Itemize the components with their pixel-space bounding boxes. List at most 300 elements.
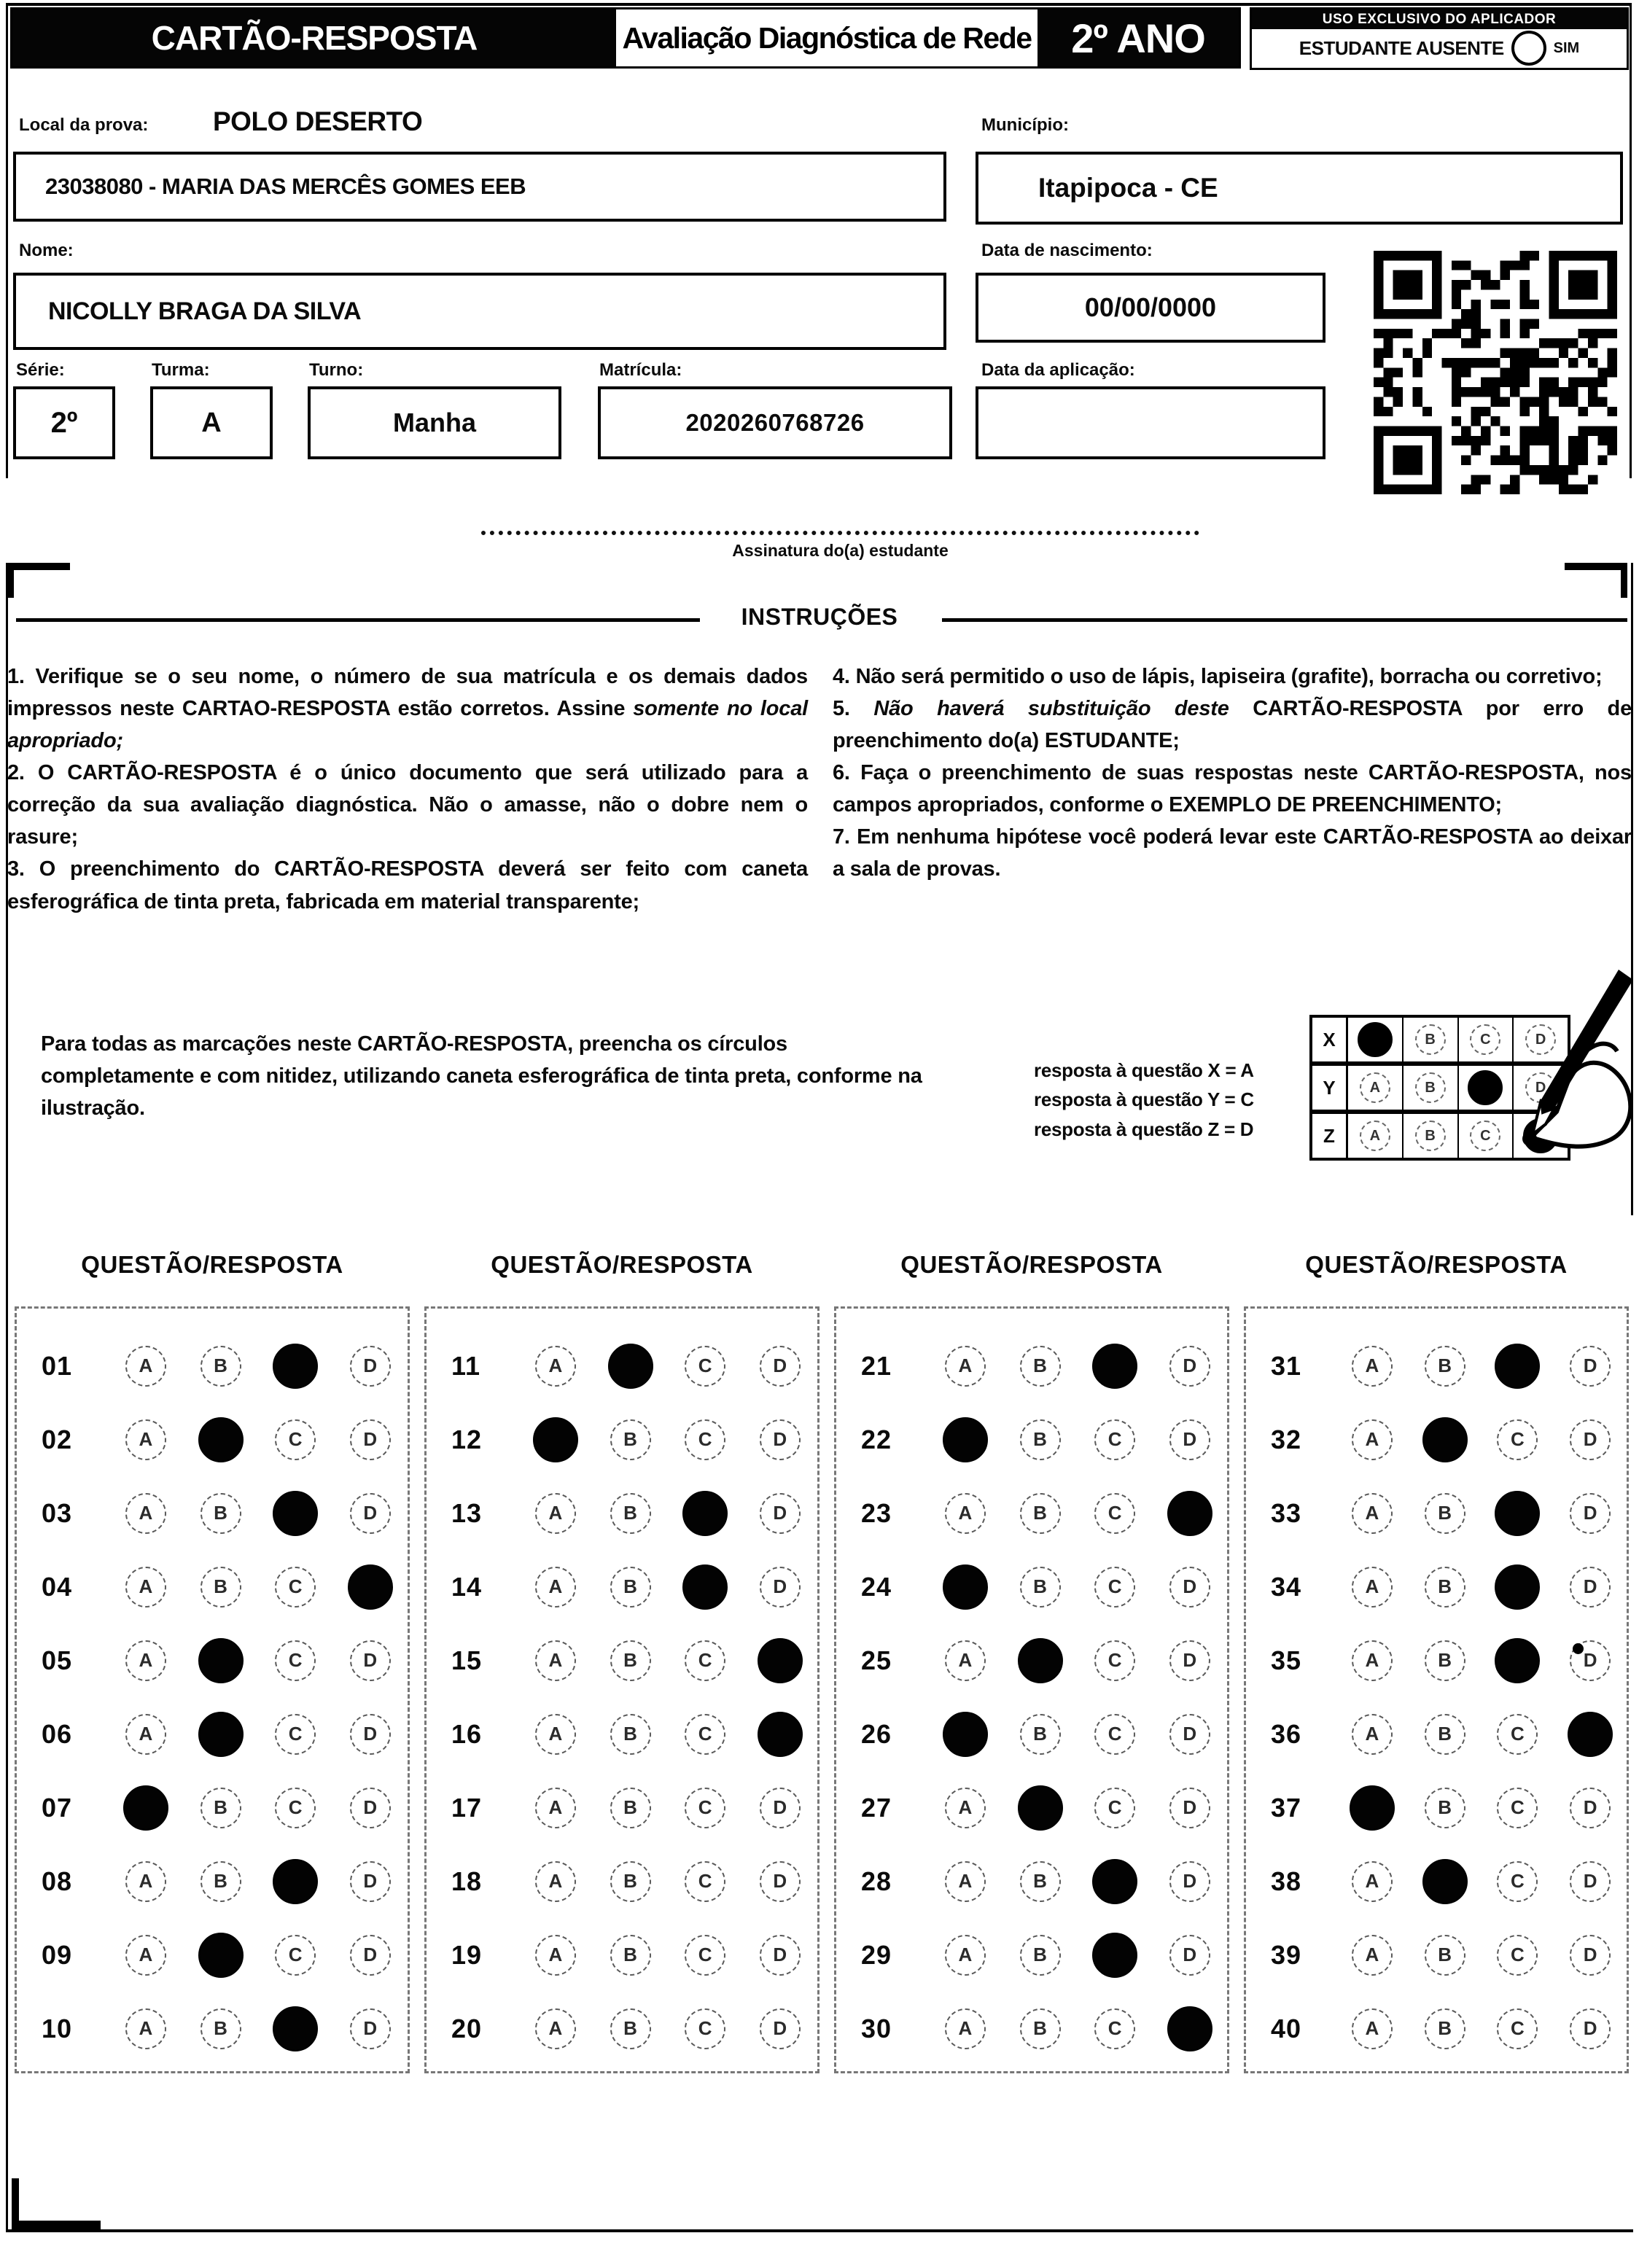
bubble-05-D[interactable]: D [350, 1640, 391, 1681]
bubble-cell [1003, 1861, 1078, 1902]
bubble-cell [928, 1788, 1003, 1828]
bubble-18-D[interactable]: D [760, 1861, 801, 1902]
bubble-cell [1409, 1417, 1482, 1462]
bubble-cell [258, 1419, 333, 1460]
bubble-cell [1003, 1714, 1078, 1755]
bubble-33-B[interactable]: B [1425, 1493, 1465, 1534]
bubble-11-A[interactable]: A [535, 1346, 576, 1387]
bubble-27-A[interactable]: A [945, 1788, 986, 1828]
bubble-30-A[interactable]: A [945, 2008, 986, 2049]
bubble-cell [1554, 1935, 1627, 1976]
bubble-33-A[interactable]: A [1352, 1493, 1393, 1534]
bubble-39-C[interactable]: C [1497, 1935, 1538, 1976]
bubble-06-A[interactable]: A [125, 1714, 166, 1755]
bubble-23-A[interactable]: A [945, 1493, 986, 1534]
bubble-cell [1152, 1714, 1227, 1755]
bubble-37-D[interactable]: D [1570, 1788, 1611, 1828]
bubble-cell [1482, 1861, 1554, 1902]
question-number: 28 [861, 1866, 892, 1896]
bubble-cell [742, 1419, 817, 1460]
bubble-07-B[interactable]: B [201, 1788, 241, 1828]
answer-row-26 [836, 1697, 1227, 1771]
question-number: 26 [861, 1718, 892, 1749]
local-label: Local da prova: [19, 115, 149, 135]
bubble-39-D[interactable]: D [1570, 1935, 1611, 1976]
bubble-01-A[interactable]: A [125, 1346, 166, 1387]
bubble-12-D[interactable]: D [760, 1419, 801, 1460]
bubble-32-D[interactable]: D [1570, 1419, 1611, 1460]
bubble-cell [1152, 1861, 1227, 1902]
bubble-07-D[interactable]: D [350, 1788, 391, 1828]
bubble-cell [1078, 1567, 1153, 1608]
bubble-38-D[interactable]: D [1570, 1861, 1611, 1902]
bubble-cell [928, 1493, 1003, 1534]
bubble-15-B[interactable]: B [610, 1640, 651, 1681]
bubble-cell [183, 1638, 258, 1683]
bubble-21-A[interactable]: A [945, 1346, 986, 1387]
bubble-16-A[interactable]: A [535, 1714, 576, 1755]
instructions-left-column [7, 660, 808, 918]
bubble-28-A[interactable]: A [945, 1861, 986, 1902]
bubble-13-A[interactable]: A [535, 1493, 576, 1534]
answer-row-18 [427, 1844, 817, 1918]
question-number: 09 [42, 1939, 73, 1970]
bubble-34-B[interactable]: B [1425, 1567, 1465, 1608]
example-cell [1404, 1018, 1459, 1061]
bubble-08-D[interactable]: D [350, 1861, 391, 1902]
bubble-09-C[interactable]: C [275, 1935, 316, 1976]
stray-mark [1573, 1643, 1584, 1654]
bubble-10-D[interactable]: D [350, 2008, 391, 2049]
bubble-cell [518, 1861, 593, 1902]
bubble-cell [1336, 1640, 1409, 1681]
bubble-cell [668, 1714, 743, 1755]
bubble-cell [109, 1493, 184, 1534]
bubble-cell [1078, 1419, 1153, 1460]
bubble-20-C[interactable]: C [685, 2008, 725, 2049]
bubble-cell [1482, 1935, 1554, 1976]
question-number: 30 [861, 2013, 892, 2043]
nome-label: Nome: [19, 241, 74, 260]
bubble-31-C[interactable] [1495, 1344, 1540, 1389]
bubble-08-C[interactable] [273, 1859, 318, 1904]
bubble-cell [742, 1346, 817, 1387]
bubble-cell [109, 1567, 184, 1608]
bubble-cell [1003, 1346, 1078, 1387]
bubble-03-A[interactable]: A [125, 1493, 166, 1534]
bubble-36-A[interactable]: A [1352, 1714, 1393, 1755]
bubble-cell [109, 1346, 184, 1387]
matricula-label: Matrícula: [599, 360, 682, 380]
question-number: 24 [861, 1571, 892, 1602]
bubble-cell [258, 1714, 333, 1755]
nascimento-field [976, 273, 1325, 343]
matricula-value: 2020260768726 [685, 409, 865, 436]
answer-row-03 [17, 1476, 408, 1550]
nome-field [13, 273, 946, 350]
bubble-23-C[interactable]: C [1094, 1493, 1135, 1534]
answers-header-3: QUESTÃO/RESPOSTA [900, 1251, 1163, 1278]
bubble-27-C[interactable]: C [1094, 1788, 1135, 1828]
bubble-15-D[interactable] [758, 1638, 803, 1683]
answer-row-14 [427, 1550, 817, 1624]
question-number: 21 [861, 1350, 892, 1381]
school-value: 23038080 - MARIA DAS MERCÊS GOMES EEB [45, 174, 526, 199]
bubble-cell [1409, 1788, 1482, 1828]
bubble-cell [928, 1712, 1003, 1757]
municipio-field [976, 152, 1623, 225]
bubble-18-C[interactable]: C [685, 1861, 725, 1902]
bubble-22-B[interactable]: B [1020, 1419, 1061, 1460]
bubble-33-C[interactable] [1495, 1491, 1540, 1536]
bubble-08-A[interactable]: A [125, 1861, 166, 1902]
bubble-30-D[interactable] [1167, 2006, 1212, 2051]
bubble-27-D[interactable]: D [1169, 1788, 1210, 1828]
bubble-04-A[interactable]: A [125, 1567, 166, 1608]
bubble-17-C[interactable]: C [685, 1788, 725, 1828]
student-absent-label: ESTUDANTE AUSENTE [1299, 36, 1504, 59]
bubble-cell [332, 1714, 408, 1755]
bubble-20-B[interactable]: B [610, 2008, 651, 2049]
bubble-23-D[interactable] [1167, 1491, 1212, 1536]
bubble-14-D[interactable]: D [760, 1567, 801, 1608]
bubble-26-A[interactable] [943, 1712, 988, 1757]
bubble-38-B[interactable] [1422, 1859, 1468, 1904]
bubble-cell [332, 1419, 408, 1460]
bubble-09-D[interactable]: D [350, 1935, 391, 1976]
bubble-33-D[interactable]: D [1570, 1493, 1611, 1534]
bubble-24-B[interactable]: B [1020, 1567, 1061, 1608]
bubble-29-B[interactable]: B [1020, 1935, 1061, 1976]
bubble-26-C[interactable]: C [1094, 1714, 1135, 1755]
instructions-right-column [833, 660, 1632, 886]
pen-hand-illustration [1487, 970, 1633, 1181]
bubble-27-B[interactable] [1018, 1785, 1063, 1831]
bubble-35-B[interactable]: B [1425, 1640, 1465, 1681]
bubble-16-D[interactable] [758, 1712, 803, 1757]
bubble-37-A[interactable] [1350, 1785, 1395, 1831]
answer-row-20 [427, 1992, 817, 2065]
question-number: 29 [861, 1939, 892, 1970]
bubble-40-D[interactable]: D [1570, 2008, 1611, 2049]
instruction-item: 5. Não haverá substituição deste CARTÃO-RESPOSTA por erro de preenchimento do(a) ESTUDANTE; [833, 697, 1632, 753]
applicator-box-title: USO EXCLUSIVO DO APLICADOR [1252, 9, 1627, 29]
bubble-31-B[interactable]: B [1425, 1346, 1465, 1387]
serie-label: Série: [16, 360, 65, 380]
bubble-10-C[interactable] [273, 2006, 318, 2051]
bubble-24-C[interactable]: C [1094, 1567, 1135, 1608]
sheet-subtitle-block [616, 9, 1037, 66]
answer-row-13 [427, 1476, 817, 1550]
bubble-31-A[interactable]: A [1352, 1346, 1393, 1387]
question-number: 13 [451, 1497, 483, 1528]
bubble-22-A[interactable] [943, 1417, 988, 1462]
bubble-cell [1078, 1344, 1153, 1389]
bubble-02-A[interactable]: A [125, 1419, 166, 1460]
bubble-cell [1336, 1785, 1409, 1831]
bubble-20-A[interactable]: A [535, 2008, 576, 2049]
bubble-24-D[interactable]: D [1169, 1567, 1210, 1608]
bubble-11-C[interactable]: C [685, 1346, 725, 1387]
answer-row-29 [836, 1918, 1227, 1992]
bubble-cell [593, 1788, 668, 1828]
bubble-36-D[interactable] [1568, 1712, 1613, 1757]
bubble-35-C[interactable] [1495, 1638, 1540, 1683]
bubble-16-C[interactable]: C [685, 1714, 725, 1755]
bubble-cell [742, 1638, 817, 1683]
example-legend-line: resposta à questão Y = C [1034, 1088, 1254, 1111]
bubble-10-A[interactable]: A [125, 2008, 166, 2049]
answer-row-04 [17, 1550, 408, 1624]
bubble-14-B[interactable]: B [610, 1567, 651, 1608]
bubble-cell [1554, 1493, 1627, 1534]
bubble-23-B[interactable]: B [1020, 1493, 1061, 1534]
answer-row-11 [427, 1329, 817, 1403]
nascimento-label: Data de nascimento: [981, 241, 1153, 260]
bubble-09-A[interactable]: A [125, 1935, 166, 1976]
bubble-19-C[interactable]: C [685, 1935, 725, 1976]
aplicacao-field [976, 386, 1325, 459]
bubble-21-B[interactable]: B [1020, 1346, 1061, 1387]
bubble-01-B[interactable]: B [201, 1346, 241, 1387]
bubble-19-A[interactable]: A [535, 1935, 576, 1976]
bubble-34-A[interactable]: A [1352, 1567, 1393, 1608]
bubble-10-B[interactable]: B [201, 2008, 241, 2049]
bubble-cell [332, 1640, 408, 1681]
bubble-02-B[interactable] [198, 1417, 244, 1462]
bubble-28-C[interactable] [1092, 1859, 1137, 1904]
bubble-25-C[interactable]: C [1094, 1640, 1135, 1681]
bubble-cell [593, 1419, 668, 1460]
answer-row-23 [836, 1476, 1227, 1550]
applicator-box [1250, 7, 1629, 70]
turno-value: Manha [392, 408, 476, 437]
answers-header-1: QUESTÃO/RESPOSTA [81, 1251, 343, 1278]
answers-column-4 [1244, 1306, 1629, 2073]
turma-field [150, 386, 273, 459]
bubble-29-D[interactable]: D [1169, 1935, 1210, 1976]
answer-row-08 [17, 1844, 408, 1918]
bubble-29-A[interactable]: A [945, 1935, 986, 1976]
bubble-32-B[interactable] [1422, 1417, 1468, 1462]
bubble-15-C[interactable]: C [685, 1640, 725, 1681]
bubble-02-D[interactable]: D [350, 1419, 391, 1460]
bubble-19-B[interactable]: B [610, 1935, 651, 1976]
bubble-26-D[interactable]: D [1169, 1714, 1210, 1755]
sheet-subtitle: Avaliação Diagnóstica de Rede [622, 20, 1032, 55]
nascimento-value: 00/00/0000 [1084, 292, 1217, 322]
bubble-cell [332, 1788, 408, 1828]
question-number: 32 [1271, 1424, 1302, 1454]
bubble-cell [332, 1493, 408, 1534]
answers-header-4: QUESTÃO/RESPOSTA [1305, 1251, 1568, 1278]
bubble-17-D[interactable]: D [760, 1788, 801, 1828]
bubble-03-B[interactable]: B [201, 1493, 241, 1534]
bubble-cell [1078, 1859, 1153, 1904]
bubble-07-C[interactable]: C [275, 1788, 316, 1828]
bubble-22-D[interactable]: D [1169, 1419, 1210, 1460]
bubble-cell [593, 1493, 668, 1534]
bubble-21-D[interactable]: D [1169, 1346, 1210, 1387]
bubble-06-C[interactable]: C [275, 1714, 316, 1755]
answer-row-39 [1246, 1918, 1627, 1992]
bubble-03-D[interactable]: D [350, 1493, 391, 1534]
sheet-title-block [12, 9, 616, 66]
question-number: 17 [451, 1792, 483, 1823]
bubble-01-D[interactable]: D [350, 1346, 391, 1387]
aplicacao-label: Data da aplicação: [981, 360, 1135, 380]
bubble-22-C[interactable]: C [1094, 1419, 1135, 1460]
bubble-35-D[interactable]: D [1570, 1640, 1611, 1681]
answer-row-07 [17, 1771, 408, 1844]
bubble-20-D[interactable]: D [760, 2008, 801, 2049]
bubble-31-D[interactable]: D [1570, 1346, 1611, 1387]
bubble-cell [1409, 1567, 1482, 1608]
bubble-cell [1003, 1638, 1078, 1683]
bubble-04-D[interactable] [348, 1564, 393, 1610]
bubble-36-C[interactable]: C [1497, 1714, 1538, 1755]
bubble-40-B[interactable]: B [1425, 2008, 1465, 2049]
bubble-12-B[interactable]: B [610, 1419, 651, 1460]
bubble-36-B[interactable]: B [1425, 1714, 1465, 1755]
bubble-13-B[interactable]: B [610, 1493, 651, 1534]
bubble-11-B[interactable] [608, 1344, 653, 1389]
bubble-35-A[interactable]: A [1352, 1640, 1393, 1681]
bubble-34-D[interactable]: D [1570, 1567, 1611, 1608]
bubble-cell [593, 1861, 668, 1902]
signature-line[interactable] [481, 531, 1199, 535]
bubble-34-C[interactable] [1495, 1564, 1540, 1610]
bubble-38-C[interactable]: C [1497, 1861, 1538, 1902]
example-cell [1348, 1018, 1404, 1061]
bubble-14-C[interactable] [682, 1564, 728, 1610]
instruction-item: 7. Em nenhuma hipótese você poderá levar este CARTÃO-RESPOSTA ao deixar a sala de provas. [833, 825, 1632, 881]
bubble-cell [742, 1935, 817, 1976]
bubble-18-A[interactable]: A [535, 1861, 576, 1902]
answer-row-06 [17, 1697, 408, 1771]
example-bubble-Y-B: B [1415, 1072, 1446, 1103]
bubble-15-A[interactable]: A [535, 1640, 576, 1681]
instruction-item: 1. Verifique se o seu nome, o número de sua matrícula e os demais dados impressos neste CARTAO-RESPOSTA estão corretos. Assine somente no local apropriado; [7, 665, 808, 753]
corner-mark-top-left-v [7, 563, 14, 598]
bubble-01-C[interactable] [273, 1344, 318, 1389]
bubble-05-B[interactable] [198, 1638, 244, 1683]
bubble-cell [258, 1788, 333, 1828]
bubble-16-B[interactable]: B [610, 1714, 651, 1755]
bubble-04-C[interactable]: C [275, 1567, 316, 1608]
bubble-37-B[interactable]: B [1425, 1788, 1465, 1828]
bubble-cell [518, 1935, 593, 1976]
bubble-cell [593, 1640, 668, 1681]
answers-header-2: QUESTÃO/RESPOSTA [491, 1251, 753, 1278]
bubble-cell [183, 1417, 258, 1462]
bubble-11-D[interactable]: D [760, 1346, 801, 1387]
question-number: 33 [1271, 1497, 1302, 1528]
bubble-06-D[interactable]: D [350, 1714, 391, 1755]
bubble-29-C[interactable] [1092, 1933, 1137, 1978]
bubble-12-C[interactable]: C [685, 1419, 725, 1460]
bubble-cell [1003, 1567, 1078, 1608]
bubble-30-B[interactable]: B [1020, 2008, 1061, 2049]
bubble-13-C[interactable] [682, 1491, 728, 1536]
bubble-cell [332, 2008, 408, 2049]
bubble-19-D[interactable]: D [760, 1935, 801, 1976]
bubble-cell [1078, 1933, 1153, 1978]
answer-row-01 [17, 1329, 408, 1403]
bubble-cell [1152, 1640, 1227, 1681]
bubble-17-A[interactable]: A [535, 1788, 576, 1828]
bubble-39-B[interactable]: B [1425, 1935, 1465, 1976]
bubble-32-C[interactable]: C [1497, 1419, 1538, 1460]
bubble-cell [1152, 1935, 1227, 1976]
bubble-13-D[interactable]: D [760, 1493, 801, 1534]
municipio-label: Município: [981, 115, 1069, 135]
bubble-24-A[interactable] [943, 1564, 988, 1610]
bubble-cell [1336, 1419, 1409, 1460]
bubble-cell [1554, 2008, 1627, 2049]
bubble-30-C[interactable]: C [1094, 2008, 1135, 2049]
bubble-04-B[interactable]: B [201, 1567, 241, 1608]
bubble-cell [109, 1714, 184, 1755]
bubble-cell [593, 1344, 668, 1389]
bubble-40-A[interactable]: A [1352, 2008, 1393, 2049]
bubble-28-D[interactable]: D [1169, 1861, 1210, 1902]
bubble-03-C[interactable] [273, 1491, 318, 1536]
bubble-25-A[interactable]: A [945, 1640, 986, 1681]
bubble-05-A[interactable]: A [125, 1640, 166, 1681]
bubble-21-C[interactable] [1092, 1344, 1137, 1389]
bubble-07-A[interactable] [123, 1785, 168, 1831]
bubble-06-B[interactable] [198, 1712, 244, 1757]
question-number: 08 [42, 1866, 73, 1896]
bubble-28-B[interactable]: B [1020, 1861, 1061, 1902]
bubble-38-A[interactable]: A [1352, 1861, 1393, 1902]
bubble-25-B[interactable] [1018, 1638, 1063, 1683]
bubble-40-C[interactable]: C [1497, 2008, 1538, 2049]
bubble-02-C[interactable]: C [275, 1419, 316, 1460]
bubble-32-A[interactable]: A [1352, 1419, 1393, 1460]
bubble-cell [1152, 1567, 1227, 1608]
answer-row-02 [17, 1403, 408, 1476]
answer-row-15 [427, 1624, 817, 1697]
bubble-cell [742, 1493, 817, 1534]
bubble-cell [742, 1788, 817, 1828]
bubble-39-A[interactable]: A [1352, 1935, 1393, 1976]
fill-guidance-text: Para todas as marcações neste CARTÃO-RESPOSTA, preencha os círculos completamente e com nitidez, utilizando caneta esferográfica de tinta preta, conforme na ilustração. [41, 1032, 922, 1121]
student-absent-bubble[interactable] [1511, 31, 1546, 66]
bubble-26-B[interactable]: B [1020, 1714, 1061, 1755]
bubble-cell [1003, 1419, 1078, 1460]
question-number: 12 [451, 1424, 483, 1454]
bubble-14-A[interactable]: A [535, 1567, 576, 1608]
answer-row-22 [836, 1403, 1227, 1476]
bubble-25-D[interactable]: D [1169, 1640, 1210, 1681]
bubble-09-B[interactable] [198, 1933, 244, 1978]
bubble-08-B[interactable]: B [201, 1861, 241, 1902]
bubble-37-C[interactable]: C [1497, 1788, 1538, 1828]
bubble-18-B[interactable]: B [610, 1861, 651, 1902]
answers-column-1 [15, 1306, 410, 2073]
bubble-17-B[interactable]: B [610, 1788, 651, 1828]
answers-column-2 [424, 1306, 820, 2073]
question-number: 07 [42, 1792, 73, 1823]
answer-row-31 [1246, 1329, 1627, 1403]
bubble-cell [1078, 1788, 1153, 1828]
bubble-12-A[interactable] [533, 1417, 578, 1462]
bubble-cell [1003, 1493, 1078, 1534]
bubble-cell [1482, 1419, 1554, 1460]
bubble-05-C[interactable]: C [275, 1640, 316, 1681]
